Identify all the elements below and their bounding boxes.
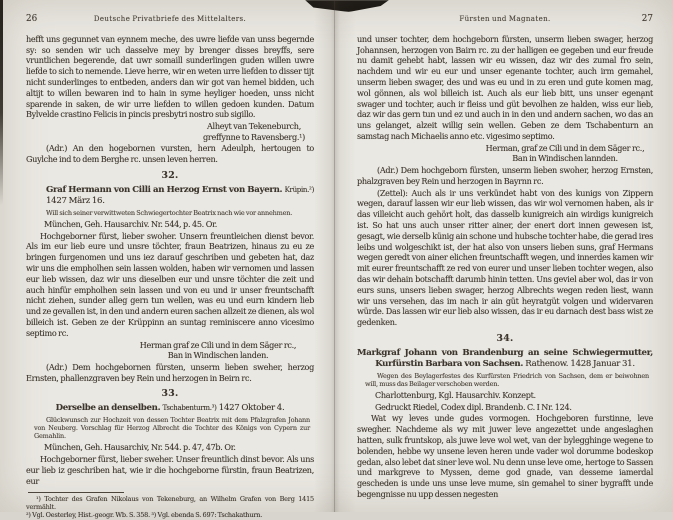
- fold-line: [334, 0, 335, 512]
- letter-33-address: (Adr.) Dem hochgeborn fürsten, unserm lieben swoher, herzog Ernsten, phalzgraven bey Rein und herzogen in Bayrnn rc.: [357, 164, 653, 186]
- letter-32-heading-title: Graf Hermann von Cilli an Herzog Ernst von Bayern.: [46, 184, 283, 195]
- letter-33-zettel: (Zettel): Auch als ir uns verkündet habt von des kunigs von Zippern wegen, darauf lassen wir eur lieb wissen, das wir wol vernomen haben, als ir das villeicht auch gehört holt, das dasselb kunigreich ain wirdigs kunigreich ist. So hat uns auch unser ritter ainer, der enert dort innen gewesen ist, gesagt, wie derselb künig ain schone und hubsche tochter habe, die gerad ires leibs und wolgeschikt ist, der hat also von unsers lieben suns, graf Hermans wegen geredt von ainer elichen freuntschafft wegen, und innerdes kamen wir mit eurer freuntschafft ze red von eurer und unser lieben tochter wegen, also das wir dehain botschafft darumb hinin tetten. Uns geviel aber wol, das ir von eurs suns, unsers lieben swager, herzog Albrechts wegen reden liest, wann wir uns versehen, das im nach ir ain güt heyratgüt volgen und widervaren würde. Das lassen wir eur lieb also wissen, das ir eu darnach dest bass wist ze gedenken.: [357, 187, 653, 328]
- letter-32-heading: [46, 185, 314, 207]
- letter-31-signature-title: greffynne to Ravensberg.¹): [203, 131, 305, 142]
- letter-31-signature-name: Alheyt van Tekeneburch,: [207, 121, 301, 132]
- scan-speck: [641, 96, 643, 99]
- letter-34-source-2: Gedruckt Riedel, Codex dipl. Brandenb. C. I Nr. 124.: [375, 401, 572, 412]
- letter-33-signature-title: Ban in Windischen lannden.: [512, 153, 618, 164]
- letter-32-heading-date: 1427 März 16.: [46, 195, 105, 206]
- letter-34-heading-date: 1428 Januar 31.: [570, 358, 635, 369]
- letter-33-heading-date: 1427 Oktober 4.: [218, 403, 285, 414]
- gutter-shadow: [314, 0, 356, 512]
- spine-top-shadow: [305, 0, 389, 12]
- footnote-block: [26, 492, 314, 520]
- letter-33-body-start: Hochgeborner fürst, lieber sweher. Unser freuntlich dinst bevor. Als uns eur lieb iz geschriben hat, wie ir die hochgeborne fürstin, fraun Beatrizen, eur: [26, 454, 314, 486]
- footnote-2: ²) Vgl. Oesterley, Hist.-geogr. Wb. S. 358. ³) Vgl. ebenda S. 697: Tschakathurn.: [26, 511, 263, 520]
- running-title-left: Deutsche Privatbriefe des Mittelalters.: [93, 15, 247, 23]
- letter-33-heading: [26, 403, 314, 414]
- letter-31-signature: [26, 121, 314, 142]
- letter-34-heading-title: Markgraf Johann von Brandenburg an seine Schwiegermutter, Kurfürstin Barbara von Sachsen.: [357, 347, 653, 369]
- footnote-1: ¹) Tochter des Grafen Nikolaus von Tekeneburg, an Wilhelm Grafen von Berg 1415 vermählt.: [26, 494, 314, 511]
- letter-32-body: Hochgeborner fürst, lieber swoher. Unsern freuntleichen dienst bevor. Als im eur lieb eure und unsre töchter, fraun Beatrizen, hinaus zu eu ze bringen furgenomen und uns iez darauf geschriben und gebeten hat, daz wir uns die empholhen sein lassen wolden, haben wir vernomen und lassen eur lieb wissen, daz wir uns dieselben eur und unsre töchter die zeit und auch hinfür empholhen sein lassen und von eu und ir unser freuntschafft nicht ziehen, sunder alleg gern tun wellen, was eu und eurn kindern lieb und ze gevallen ist, in den und andern euren sachen allzeit ze dienen, als wol billeich ist. Geben ze der Krüppinn an suntag reminiscere anno vicesimo septimo rc.: [26, 230, 314, 338]
- running-title-right: Fürsten und Magnaten.: [459, 15, 551, 23]
- running-head-left: [26, 14, 314, 25]
- letter-32-signature-name: Herman graf ze Cili und in dem Säger rc.,: [139, 339, 297, 350]
- scan-speck: [639, 300, 641, 302]
- scan-speck: [644, 171, 646, 173]
- letter-32-signature: [26, 340, 314, 361]
- letter-34-number: 34.: [496, 332, 514, 344]
- letter-34-heading-place: Rathenow.: [525, 358, 569, 369]
- letter-33-number: 33.: [161, 388, 179, 400]
- letter-31-address: (Adr.) An den hogebornen vursten, hern Adeulph, hertougen to Guylche ind to dem Berghe rc. unsen leven herren.: [26, 143, 314, 165]
- letter-33-signature-name: Herman, graf ze Cili und in dem Säger rc.,: [485, 142, 645, 153]
- letter-32-regest: Will sich seiner verwittweten Schwiegertochter Beatrix nach wie vor annehmen.: [46, 208, 293, 217]
- footnote-rule: [28, 492, 124, 493]
- letter-33-continuation: und unser tochter, dem hochgeborn fürsten, unserm lieben swager, herzog Johannsen, herzogen von Bairn rc. zu der halligen ee gegeben und eur freude nu damit gehebt habt, lassen wir eu wissen, daz wir des zumal fro sein, nachdem und wir eu eur und unser egenante tochter, auch irm gemahel, unserm lieben swager, des und was eu und in zu eren und gute komen mag, wol gönnen, als wol billeich ist. Auch als eur lieb bitt, uns unser egenant swager und tochter, auch ir fleiss und güt bevolhen ze halden, wiss eur lieb, daz wir das gern tun und ez und auch in in den und andern sachen, wo das an uns gelanget, alzeit willig sein wellen. Geben ze dem Tschabenturn an samstag nach Michaelis anno etc. vigesimo septimo.: [357, 33, 653, 141]
- running-head-right: [357, 14, 653, 25]
- letter-34-heading: [357, 348, 653, 370]
- letter-33-signature: [357, 143, 653, 164]
- letter-34-regest: Wegen des Beylagerfestes des Kurfürsten Friedrich von Sachsen, dem er beiwohnen will, muss das Beilager verschoben werden.: [365, 371, 649, 388]
- letter-32-source: München, Geh. Hausarchiv. Nr. 544, p. 45. Or.: [44, 218, 218, 229]
- letter-33-heading-title: Derselbe an denselben.: [55, 403, 161, 414]
- letter-34-body-start: Wat wy leves unde gudes vormogen. Hochgeboren furstinne, leve swegher. Nachdeme als wy mit juwer leve angezettet unde angeslaghen hatten, sulk fruntskop, als juwe leve wol wet, van der bylegghinge wegene to bolenden, hebbe wy unsene leven heren unde vader wol dorumme bodeskop gedan, also lebet dat siner leve wol. Nu denn unse leve ome, hertoge to Sassen und markgreve to Myssen, deme god gnade, van desseme iamerdal gescheden is unde uns unse leve mume, sin gemahel to siner bygrafft unde begengnisse nu upp dessen negesten: [357, 413, 653, 500]
- letter-34-source-1: Charlottenburg, Kgl. Hausarchiv. Konzept.: [375, 389, 536, 400]
- letter-33-source: München, Geh. Hausarchiv, Nr. 544. p. 47, 47b. Or.: [44, 442, 236, 453]
- letter-32-signature-title: Ban in Windischen landen.: [167, 350, 269, 361]
- letter-32-address: (Adr.) Dem hochgebornen fürsten, unserm lieben sweher, herzog Ernsten, phallenzgraven bey Rein und herzogen in Beirn rc.: [26, 361, 314, 383]
- page-edge-shadow: [0, 0, 3, 205]
- letter-32-heading-place: Krüpin.²): [284, 185, 314, 194]
- letter-32-number: 32.: [161, 169, 179, 181]
- page-number-left: 26: [26, 14, 38, 24]
- left-page: [26, 14, 314, 520]
- page-number-right: 27: [641, 14, 653, 24]
- letter-31-continuation: hefft uns gegunnet van eynnem meche, des uwre liefde van unss begernde sy: so senden wir uch dasselve mey by brenger disses breyffs, sere vruntlichen begerende, dat uwr somaill sunderlingen guden willen uwre liefde to sich to nemende. Lieve herre, wir en weten urre liefden to disser tijt nicht sunderlinges to entbeden, anders dan wir got van hemel bidden, uch altijt to willen bewaren ind to hain in syme heyliger hoeden, unss nicht sparende in saken, de wir urre liefden to willen gedoen kunden. Datum Bylvelde crastino Felicis in pincis presbytri nostro sub sigillo.: [26, 33, 314, 120]
- right-page: [357, 14, 653, 500]
- letter-33-regest: Glückwunsch zur Hochzeit von dessen Tochter Beatrix mit dem Pfalzgrafen Johann von Neuberg. Vorschlag für Herzog Albrecht die Tochter des Königs von Cypern zur Gemahlin.: [34, 416, 310, 441]
- letter-33-heading-place: Tschabenturm.³): [162, 404, 217, 413]
